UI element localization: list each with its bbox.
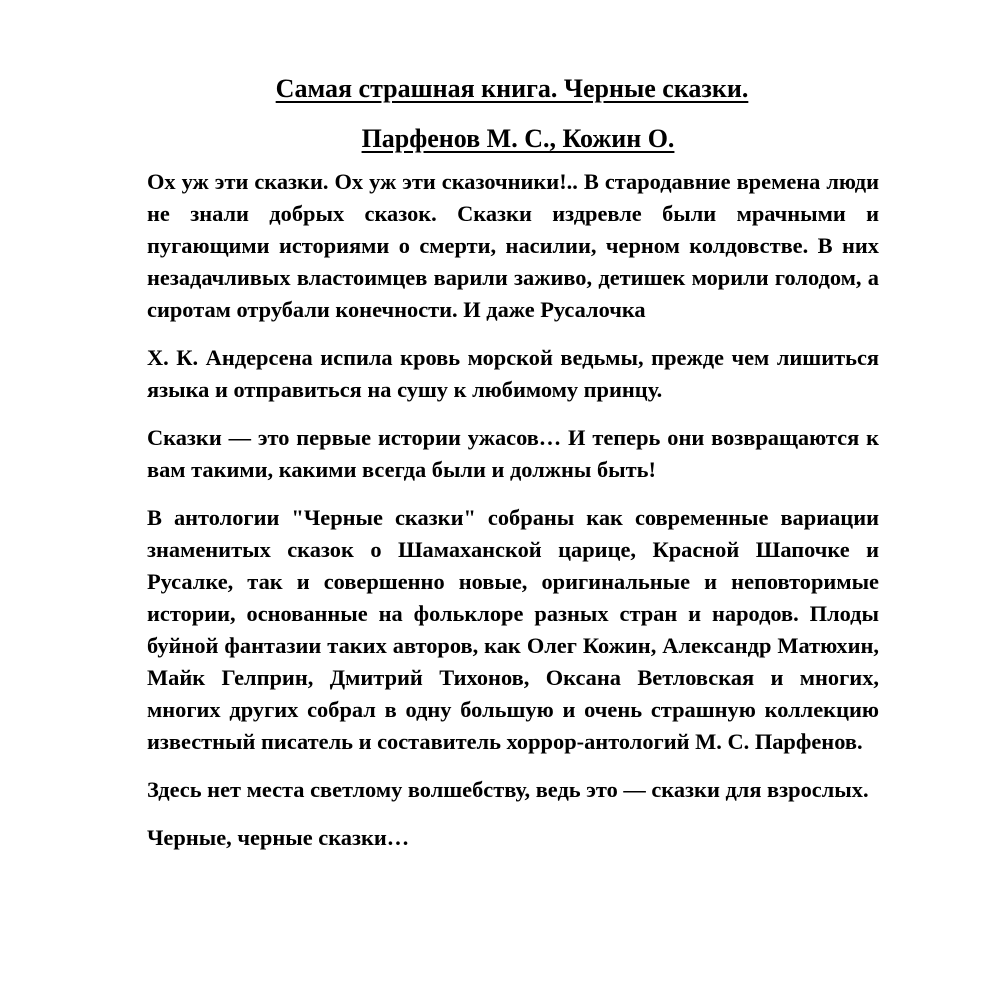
paragraph-for-adults: Здесь нет места светлому волшебству, ведь это — сказки для взрослых. [147,777,869,802]
paragraph-anthology: В антологии "Черные сказки" собраны как современные вариации знаменитых сказок о Шамаханской царице, Красной Шапочке и Русалке, так и совершенно новые, оригинальные и неповторимые истории, основанные на фольклоре разных стран и народов. Плоды буйной фантазии таких авторов, как Олег Кожин, Александр Матюхин, Майк Гелприн, Дмитрий Тихонов, Оксана Ветловская и многих, многих других собрал в одну большую и очень страшную коллекцию известный писатель и составитель хоррор-антологий М. С. Парфенов. [147,505,879,754]
paragraph-intro: Ох уж эти сказки. Ох уж эти сказочники!.. В стародавние времена люди не знали добрых сказок. Сказки издревле были мрачными и пугающими историями о смерти, насилии, черном колдовстве. В них незадачливых властоимцев варили заживо, детишек морили голодом, а сиротам отрубали конечности. И даже Русалочка [147,169,879,322]
paragraph-closing: Черные, черные сказки… [147,825,410,850]
book-title: Самая страшная книга. Черные сказки. [275,74,749,103]
paragraph-horror-stories: Сказки — это первые истории ужасов… И теперь они возвращаются к вам такими, какими всегда были и должны быть! [147,425,879,482]
paragraph-andersen: Х. К. Андерсена испила кровь морской ведьмы, прежде чем лишиться языка и отправиться на сушу к любимому принцу. [147,345,879,402]
annotation-text [147,166,879,870]
book-authors: Парфенов М. С., Кожин О. [361,124,675,153]
